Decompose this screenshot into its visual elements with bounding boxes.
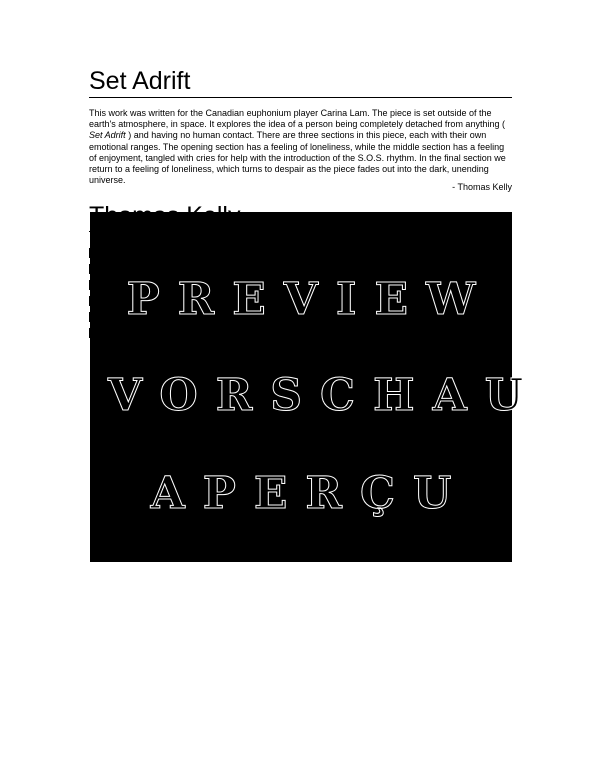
program-note <box>89 108 512 186</box>
program-note-italic-title: Set Adrift <box>89 130 126 141</box>
watermark-preview-text: PREVIEW <box>126 274 494 325</box>
watermark-vorschau-text: VORSCHAU <box>108 370 542 421</box>
preview-watermark-overlay <box>90 212 542 562</box>
program-note-signature: - Thomas Kelly <box>452 182 512 192</box>
program-note-text-2: ) and having no human contact. There are three sections in this piece, each with their own emotional ranges. The opening section has a feeling of loneliness, while the middle section has a feeling of enjoyment, tangled with cries for help with the introduction of the S.O.S. rhythm. In the final section we return to a feeling of loneliness, which turns to despair as the piece fades out into the dark, unending universe. <box>89 130 506 186</box>
page-title: Set Adrift <box>89 67 191 95</box>
title-divider <box>89 97 512 98</box>
watermark-apercu-text: APERÇU <box>150 468 470 519</box>
program-note-text-1: This work was written for the Canadian euphonium player Carina Lam. The piece is set outside of the earth's atmosphere, in space. It explores the idea of a person being completely detached from anything ( <box>89 108 505 130</box>
